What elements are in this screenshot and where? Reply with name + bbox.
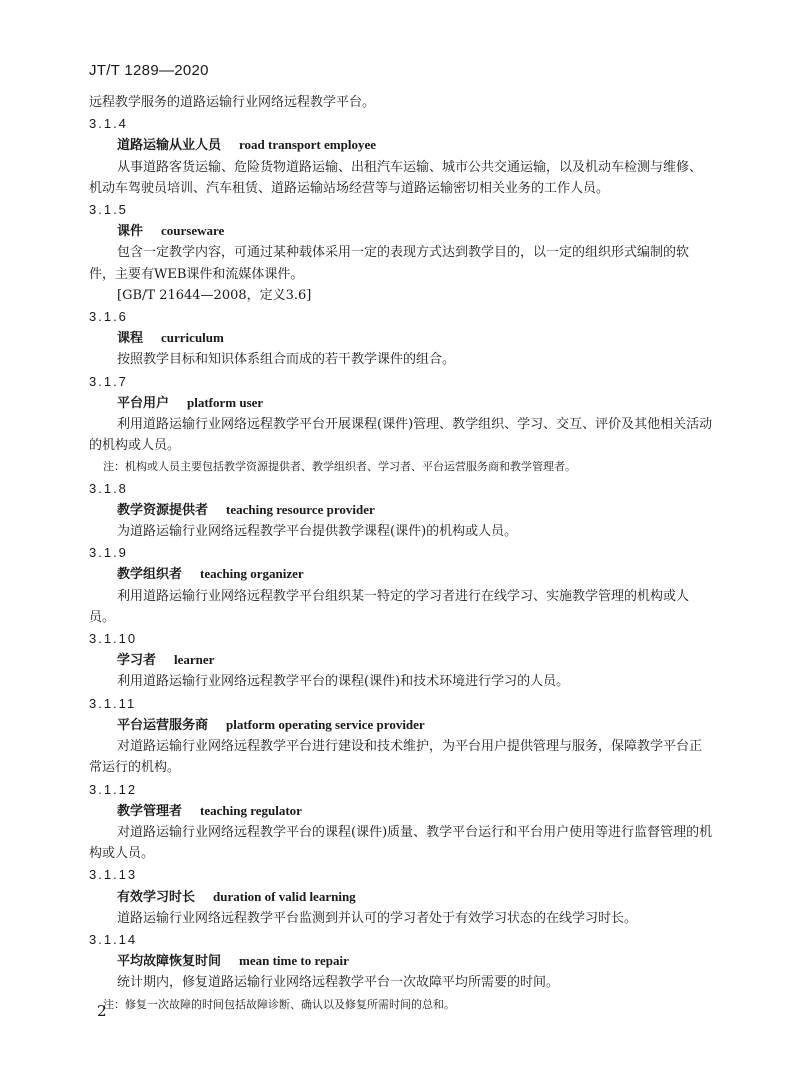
term-cn: 有效学习时长 — [117, 889, 196, 905]
term-source: [GB/T 21644—2008，定义3.6] — [117, 287, 312, 303]
term-entry-3-1-6 — [89, 306, 714, 371]
term-title — [89, 714, 714, 736]
term-number: 3.1.8 — [89, 480, 128, 496]
term-entry-3-1-8 — [89, 478, 714, 543]
term-title — [89, 134, 714, 156]
term-entry-3-1-4 — [89, 113, 714, 199]
term-definition: 对道路运输行业网络远程教学平台的课程(课件)质量、教学平台运行和平台用户使用等进行监督管理的机构或人员。 — [89, 824, 713, 862]
term-cn: 平均故障恢复时间 — [117, 954, 222, 970]
term-en: teaching resource provider — [226, 501, 375, 517]
term-title — [89, 950, 714, 972]
term-cn: 学习者 — [117, 653, 157, 669]
term-en: duration of valid learning — [213, 888, 356, 904]
term-en: courseware — [161, 223, 225, 239]
term-cn: 教学管理者 — [117, 803, 183, 819]
term-definition: 统计期内，修复道路运输行业网络远程教学平台一次故障平均所需要的时间。 — [117, 975, 560, 991]
term-number: 3.1.14 — [89, 931, 138, 947]
term-en: mean time to repair — [239, 953, 349, 969]
term-number: 3.1.12 — [89, 781, 138, 797]
term-definition: 利用道路运输行业网络远程教学平台的课程(课件)和技术环境进行学习的人员。 — [117, 674, 570, 690]
term-number: 3.1.10 — [89, 631, 138, 647]
term-title — [89, 563, 714, 585]
term-note: 注：机构或人员主要包括教学资源提供者、教学组织者、学习者、平台运营服务商和教学管理者。 — [103, 460, 576, 474]
term-definition: 对道路运输行业网络远程教学平台进行建设和技术维护，为平台用户提供管理与服务，保障教学平台正常运行的机构。 — [89, 739, 703, 776]
term-definition: 利用道路运输行业网络远程教学平台组织某一特定的学习者进行在线学习、实施教学管理的机构或人员。 — [89, 588, 690, 625]
term-en: teaching organizer — [200, 566, 304, 582]
document-body — [89, 92, 714, 1015]
term-definition: 道路运输行业网络远程教学平台监测到并认可的学习者处于有效学习状态的在线学习时长。 — [117, 910, 638, 926]
term-definition: 利用道路运输行业网络远程教学平台开展课程(课件)管理、教学组织、学习、交互、评价及其他相关活动的机构或人员。 — [89, 417, 713, 454]
term-number: 3.1.11 — [89, 695, 137, 711]
term-title — [89, 886, 714, 908]
intro-line: 远程教学服务的道路运输行业网络远程教学平台。 — [89, 95, 376, 110]
term-number: 3.1.7 — [89, 373, 128, 389]
term-number: 3.1.5 — [89, 202, 128, 218]
term-number: 3.1.6 — [89, 309, 128, 325]
term-title — [89, 499, 714, 521]
term-en: teaching regulator — [200, 802, 302, 818]
term-entry-3-1-13 — [89, 864, 714, 929]
term-entry-3-1-12 — [89, 779, 714, 865]
term-title — [89, 327, 714, 349]
term-definition: 包含一定教学内容，可通过某种载体采用一定的表现方式达到教学目的，以一定的组织形式编制的软件，主要有WEB课件和流媒体课件。 — [89, 245, 690, 282]
term-entry-3-1-11 — [89, 693, 714, 779]
term-number: 3.1.9 — [89, 545, 128, 561]
term-cn: 教学资源提供者 — [117, 502, 209, 518]
term-en: platform operating service provider — [226, 716, 425, 732]
term-en: platform user — [187, 394, 264, 410]
term-entry-3-1-14 — [89, 929, 714, 1015]
term-cn: 教学组织者 — [117, 567, 183, 583]
document-code-header: JT/T 1289—2020 — [89, 62, 209, 79]
term-title — [89, 649, 714, 671]
term-cn: 平台运营服务商 — [117, 717, 209, 733]
term-cn: 平台用户 — [117, 395, 170, 411]
term-definition: 按照教学目标和知识体系组合而成的若干教学课件的组合。 — [117, 352, 456, 368]
term-cn: 课件 — [117, 224, 144, 240]
term-definition: 为道路运输行业网络远程教学平台提供教学课程(课件)的机构或人员。 — [117, 524, 518, 540]
term-en: learner — [174, 652, 215, 668]
term-title — [89, 800, 714, 822]
page-number: 2 — [97, 1002, 107, 1020]
term-en: road transport employee — [239, 137, 376, 153]
term-number: 3.1.13 — [89, 867, 138, 883]
term-definition: 从事道路客货运输、危险货物道路运输、出租汽车运输、城市公共交通运输，以及机动车检测与维修、机动车驾驶员培训、汽车租赁、道路运输站场经营等与道路运输密切相关业务的工作人员。 — [89, 159, 703, 196]
term-entry-3-1-10 — [89, 628, 714, 693]
term-title — [89, 220, 714, 242]
term-note: 注：修复一次故障的时间包括故障诊断、确认以及修复所需时间的总和。 — [103, 997, 455, 1011]
term-entry-3-1-9 — [89, 542, 714, 628]
term-title — [89, 392, 714, 414]
term-en: curriculum — [161, 330, 224, 346]
term-number: 3.1.4 — [89, 116, 128, 132]
term-entry-3-1-5 — [89, 199, 714, 306]
term-entry-3-1-7 — [89, 371, 714, 478]
term-cn: 课程 — [117, 331, 144, 347]
term-cn: 道路运输从业人员 — [117, 138, 222, 154]
